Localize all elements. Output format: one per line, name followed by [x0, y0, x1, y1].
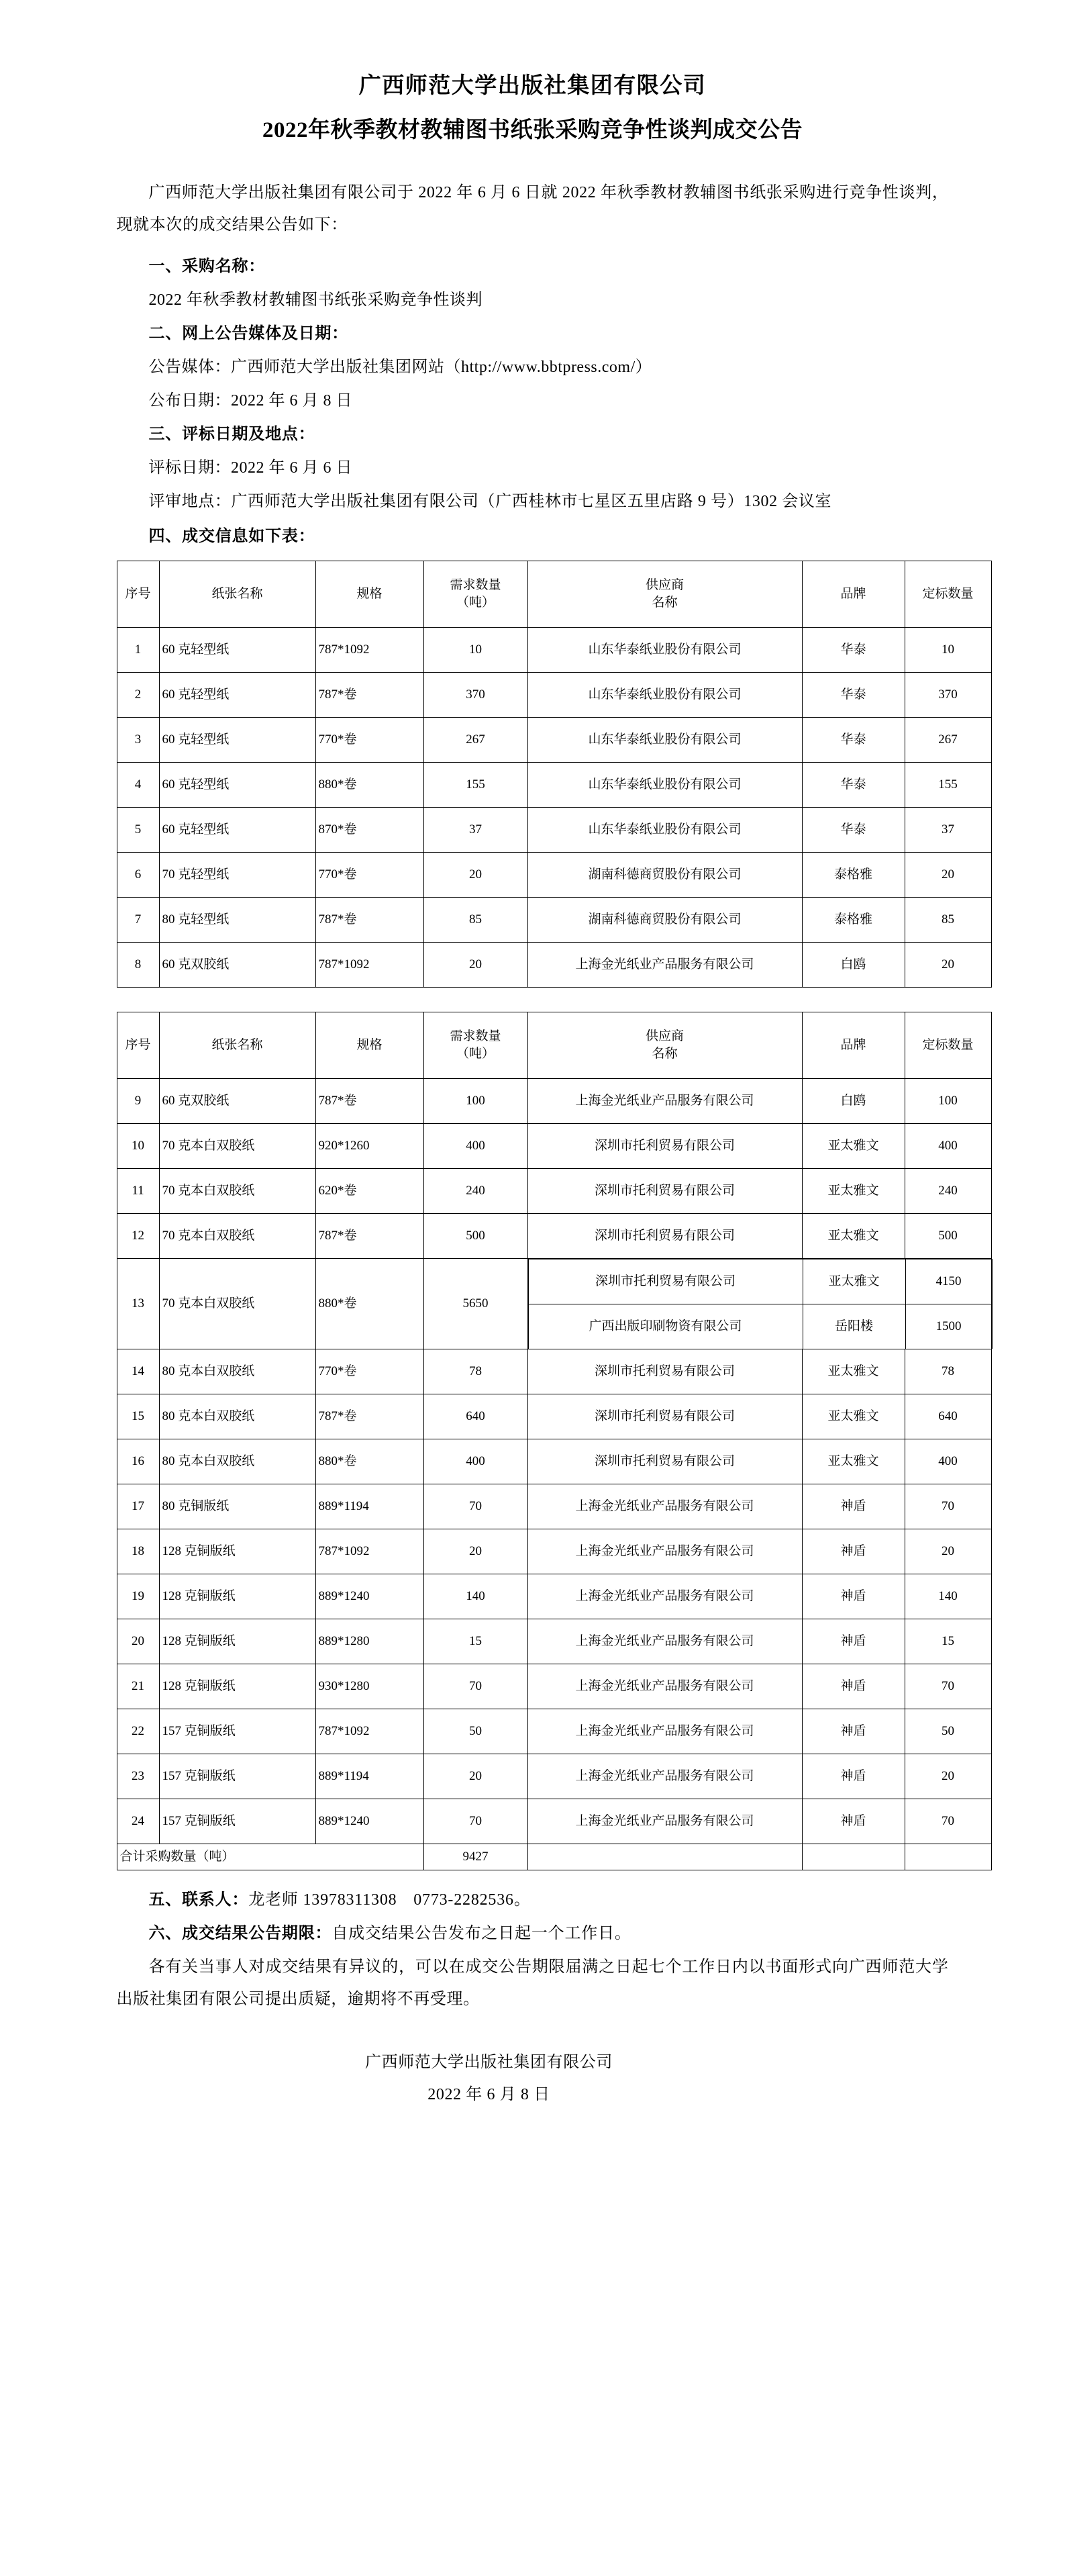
table-footer [117, 1844, 991, 1870]
cell-brand: 泰格雅 [802, 853, 905, 898]
column-header-award-qty: 定标数量 [905, 1012, 991, 1079]
table-row [117, 1709, 991, 1754]
column-header-demand-qty [423, 1012, 527, 1079]
cell-index: 21 [117, 1664, 159, 1709]
cell-index: 19 [117, 1574, 159, 1619]
cell-brand: 神盾 [802, 1754, 905, 1799]
cell-demand-qty: 37 [423, 808, 527, 853]
cell-supplier: 上海金光纸业产品服务有限公司 [527, 943, 802, 988]
cell-spec: 787*卷 [315, 673, 423, 718]
column-header-supplier-line2: 名称 [652, 595, 678, 610]
section-heading-4: 四、成交信息如下表： [148, 528, 315, 545]
column-header-demand-qty-line2: （吨） [456, 595, 495, 610]
cell-brand: 华泰 [802, 628, 905, 673]
cell-paper-name: 60 克轻型纸 [159, 808, 315, 853]
bid-result-table-part2 [117, 1012, 992, 1870]
cell-spec: 787*1092 [315, 943, 423, 988]
spacer [117, 1870, 949, 1884]
cell-demand-qty: 20 [423, 1754, 527, 1799]
signoff-organization: 广西师范大学出版社集团有限公司 [365, 2053, 613, 2071]
cell-supplier: 山东华泰纸业股份有限公司 [527, 673, 802, 718]
table-row [117, 808, 991, 853]
cell-spec: 787*卷 [315, 1079, 423, 1124]
cell-award-qty: 20 [905, 1529, 991, 1574]
cell-award-qty: 70 [905, 1664, 991, 1709]
column-header-spec: 规格 [315, 1012, 423, 1079]
cell-supplier: 湖南科德商贸股份有限公司 [527, 898, 802, 943]
cell-index: 22 [117, 1709, 159, 1754]
table-header-row [117, 1012, 991, 1079]
cell-spec: 787*卷 [315, 1214, 423, 1259]
total-label: 合计采购数量（吨） [117, 1844, 423, 1870]
table-row [117, 853, 991, 898]
cell-brand: 华泰 [802, 763, 905, 808]
cell-award-qty: 370 [905, 673, 991, 718]
cell-award-qty: 267 [905, 718, 991, 763]
table-row [117, 718, 991, 763]
evaluation-place: 评审地点：广西师范大学出版社集团有限公司（广西桂林市七星区五里店路 9 号）1302 会议室 [148, 493, 832, 510]
cell-paper-name: 60 克轻型纸 [159, 628, 315, 673]
nested-award-row [528, 1304, 992, 1349]
organization-title: 广西师范大学出版社集团有限公司 [358, 74, 707, 98]
cell-paper-name: 60 克轻型纸 [159, 763, 315, 808]
cell-supplier: 山东华泰纸业股份有限公司 [527, 763, 802, 808]
evaluation-date: 评标日期：2022 年 6 月 6 日 [148, 459, 352, 477]
cell-supplier: 山东华泰纸业股份有限公司 [527, 628, 802, 673]
cell-spec: 787*1092 [315, 1529, 423, 1574]
table-row [117, 1439, 991, 1484]
cell-demand-qty: 20 [423, 1529, 527, 1574]
table-row [117, 1484, 991, 1529]
cell-award-qty: 10 [905, 628, 991, 673]
contact-info: 龙老师 13978311308 0773-2282536。 [248, 1891, 531, 1909]
cell-supplier: 湖南科德商贸股份有限公司 [527, 853, 802, 898]
column-header-supplier [527, 1012, 802, 1079]
cell-paper-name: 70 克本白双胶纸 [159, 1259, 315, 1349]
table-row [117, 1574, 991, 1619]
cell-index: 10 [117, 1124, 159, 1169]
cell-demand-qty: 70 [423, 1664, 527, 1709]
cell-demand-qty: 20 [423, 943, 527, 988]
cell-demand-qty: 400 [423, 1439, 527, 1484]
cell-award-qty: 140 [905, 1574, 991, 1619]
cell-brand: 神盾 [802, 1574, 905, 1619]
closing-paragraph: 各有关当事人对成交结果有异议的，可以在成交公告期限届满之日起七个工作日内以书面形式向广西师范大学出版社集团有限公司提出质疑，逾期将不再受理。 [116, 1958, 949, 2008]
cell-brand: 泰格雅 [802, 898, 905, 943]
cell-brand: 岳阳楼 [803, 1304, 905, 1349]
cell-index: 18 [117, 1529, 159, 1574]
cell-supplier: 深圳市托利贸易有限公司 [528, 1259, 803, 1304]
table-row [117, 673, 991, 718]
signoff-block [117, 2046, 949, 2111]
cell-brand: 神盾 [802, 1664, 905, 1709]
cell-supplier: 深圳市托利贸易有限公司 [527, 1394, 802, 1439]
document-title: 2022年秋季教材教辅图书纸张采购竞争性谈判成交公告 [262, 117, 803, 142]
cell-paper-name: 70 克本白双胶纸 [159, 1124, 315, 1169]
cell-supplier: 上海金光纸业产品服务有限公司 [527, 1709, 802, 1754]
table-row [117, 1529, 991, 1574]
cell-demand-qty: 78 [423, 1349, 527, 1394]
cell-demand-qty: 370 [423, 673, 527, 718]
announcement-period: 自成交结果公告发布之日起一个工作日。 [332, 1924, 631, 1942]
cell-supplier: 上海金光纸业产品服务有限公司 [527, 1664, 802, 1709]
cell-brand: 亚太雅文 [802, 1169, 905, 1214]
cell-index: 15 [117, 1394, 159, 1439]
cell-demand-qty: 50 [423, 1709, 527, 1754]
column-header-brand: 品牌 [802, 1012, 905, 1079]
cell-demand-qty: 85 [423, 898, 527, 943]
cell-supplier: 深圳市托利贸易有限公司 [527, 1349, 802, 1394]
cell-demand-qty: 5650 [423, 1259, 527, 1349]
cell-brand: 神盾 [802, 1709, 905, 1754]
cell-index: 24 [117, 1799, 159, 1844]
cell-paper-name: 70 克本白双胶纸 [159, 1169, 315, 1214]
cell-paper-name: 80 克本白双胶纸 [159, 1349, 315, 1394]
cell-spec: 870*卷 [315, 808, 423, 853]
total-value: 9427 [423, 1844, 527, 1870]
section-6-label: 六、成交结果公告期限： [148, 1924, 332, 1942]
cell-brand: 亚太雅文 [802, 1214, 905, 1259]
cell-paper-name: 60 克双胶纸 [159, 943, 315, 988]
cell-index: 13 [117, 1259, 159, 1349]
cell-award-qty: 20 [905, 853, 991, 898]
cell-demand-qty: 400 [423, 1124, 527, 1169]
cell-brand: 白鸥 [802, 1079, 905, 1124]
section-1-body: 2022 年秋季教材教辅图书纸张采购竞争性谈判 [148, 291, 483, 309]
cell-supplier: 上海金光纸业产品服务有限公司 [527, 1574, 802, 1619]
cell-spec: 889*1240 [315, 1799, 423, 1844]
table-row [117, 1079, 991, 1124]
cell-index: 1 [117, 628, 159, 673]
table-body-part2 [117, 1079, 991, 1844]
cell-award-qty: 15 [905, 1619, 991, 1664]
total-row [117, 1844, 991, 1870]
cell-spec: 880*卷 [315, 763, 423, 808]
table-row [117, 898, 991, 943]
table-row [117, 1619, 991, 1664]
cell-award-qty: 240 [905, 1169, 991, 1214]
announcement-media: 公告媒体：广西师范大学出版社集团网站（http://www.bbtpress.com/） [148, 359, 652, 376]
total-brand-empty [802, 1844, 905, 1870]
table-header-row [117, 561, 991, 628]
table-body-part1 [117, 628, 991, 988]
cell-supplier: 上海金光纸业产品服务有限公司 [527, 1619, 802, 1664]
spacer [117, 554, 949, 561]
cell-brand: 华泰 [802, 673, 905, 718]
column-header-paper-name: 纸张名称 [159, 1012, 315, 1079]
cell-spec: 889*1194 [315, 1754, 423, 1799]
cell-index: 16 [117, 1439, 159, 1484]
cell-brand: 亚太雅文 [802, 1394, 905, 1439]
cell-index: 17 [117, 1484, 159, 1529]
cell-award-qty: 20 [905, 1754, 991, 1799]
cell-spec: 770*卷 [315, 1349, 423, 1394]
cell-supplier: 深圳市托利贸易有限公司 [527, 1124, 802, 1169]
table-row [117, 1124, 991, 1169]
cell-paper-name: 157 克铜版纸 [159, 1799, 315, 1844]
column-header-index: 序号 [117, 561, 159, 628]
cell-spec: 770*卷 [315, 718, 423, 763]
column-header-paper-name: 纸张名称 [159, 561, 315, 628]
section-heading-2: 二、网上公告媒体及日期： [148, 325, 349, 342]
cell-demand-qty: 70 [423, 1484, 527, 1529]
cell-award-group [527, 1259, 991, 1349]
cell-index: 5 [117, 808, 159, 853]
table-row [117, 1394, 991, 1439]
cell-supplier: 上海金光纸业产品服务有限公司 [527, 1079, 802, 1124]
column-header-supplier-line1: 供应商 [645, 1029, 684, 1044]
cell-brand: 神盾 [802, 1619, 905, 1664]
column-header-demand-qty [423, 561, 527, 628]
cell-paper-name: 128 克铜版纸 [159, 1574, 315, 1619]
section-heading-6 [117, 1917, 949, 1950]
cell-award-qty: 4150 [905, 1259, 992, 1304]
cell-award-qty: 78 [905, 1349, 991, 1394]
cell-paper-name: 80 克轻型纸 [159, 898, 315, 943]
document-body [116, 0, 974, 2111]
cell-spec: 889*1194 [315, 1484, 423, 1529]
cell-spec: 889*1280 [315, 1619, 423, 1664]
cell-supplier: 深圳市托利贸易有限公司 [527, 1214, 802, 1259]
table-row [117, 1214, 991, 1259]
table-row [117, 763, 991, 808]
cell-spec: 770*卷 [315, 853, 423, 898]
total-supplier-empty [527, 1844, 802, 1870]
column-header-supplier-line1: 供应商 [645, 578, 684, 593]
column-header-supplier [527, 561, 802, 628]
cell-award-qty: 640 [905, 1394, 991, 1439]
cell-award-qty: 155 [905, 763, 991, 808]
column-header-award-qty: 定标数量 [905, 561, 991, 628]
cell-demand-qty: 100 [423, 1079, 527, 1124]
cell-paper-name: 80 克本白双胶纸 [159, 1394, 315, 1439]
cell-demand-qty: 240 [423, 1169, 527, 1214]
announcement-date: 公布日期：2022 年 6 月 8 日 [148, 392, 352, 410]
table-spacer [117, 988, 949, 1012]
cell-brand: 神盾 [802, 1484, 905, 1529]
intro-paragraph: 广西师范大学出版社集团有限公司于 2022 年 6 月 6 日就 2022 年秋季教材教辅图书纸张采购进行竞争性谈判，现就本次的成交结果公告如下： [116, 184, 949, 234]
cell-brand: 神盾 [802, 1799, 905, 1844]
cell-spec: 880*卷 [315, 1439, 423, 1484]
table-row [117, 1754, 991, 1799]
cell-supplier: 上海金光纸业产品服务有限公司 [527, 1799, 802, 1844]
table-header [117, 1012, 991, 1079]
bid-result-table-part1 [117, 561, 992, 988]
cell-index: 4 [117, 763, 159, 808]
cell-supplier: 山东华泰纸业股份有限公司 [527, 808, 802, 853]
cell-award-qty: 50 [905, 1709, 991, 1754]
cell-index: 9 [117, 1079, 159, 1124]
cell-supplier: 深圳市托利贸易有限公司 [527, 1169, 802, 1214]
cell-spec: 620*卷 [315, 1169, 423, 1214]
section-heading-5 [117, 1884, 949, 1916]
column-header-spec: 规格 [315, 561, 423, 628]
cell-paper-name: 128 克铜版纸 [159, 1529, 315, 1574]
cell-paper-name: 70 克轻型纸 [159, 853, 315, 898]
cell-demand-qty: 267 [423, 718, 527, 763]
cell-paper-name: 60 克轻型纸 [159, 718, 315, 763]
cell-demand-qty: 500 [423, 1214, 527, 1259]
table-row [117, 1799, 991, 1844]
section-heading-3: 三、评标日期及地点： [148, 426, 315, 443]
cell-spec: 880*卷 [315, 1259, 423, 1349]
cell-index: 6 [117, 853, 159, 898]
section-5-label: 五、联系人： [148, 1891, 249, 1909]
section-heading-1: 一、采购名称： [148, 258, 266, 275]
cell-spec: 920*1260 [315, 1124, 423, 1169]
nested-award-table [528, 1259, 993, 1349]
cell-index: 12 [117, 1214, 159, 1259]
cell-paper-name: 128 克铜版纸 [159, 1619, 315, 1664]
column-header-index: 序号 [117, 1012, 159, 1079]
cell-supplier: 深圳市托利贸易有限公司 [527, 1439, 802, 1484]
cell-award-qty: 20 [905, 943, 991, 988]
cell-demand-qty: 140 [423, 1574, 527, 1619]
cell-index: 3 [117, 718, 159, 763]
table-row [117, 943, 991, 988]
cell-paper-name: 128 克铜版纸 [159, 1664, 315, 1709]
total-award-empty [905, 1844, 991, 1870]
column-header-brand: 品牌 [802, 561, 905, 628]
table-row [117, 1259, 991, 1349]
cell-index: 7 [117, 898, 159, 943]
cell-award-qty: 85 [905, 898, 991, 943]
cell-demand-qty: 70 [423, 1799, 527, 1844]
cell-brand: 白鸥 [802, 943, 905, 988]
cell-paper-name: 80 克铜版纸 [159, 1484, 315, 1529]
cell-brand: 亚太雅文 [803, 1259, 905, 1304]
cell-award-qty: 400 [905, 1439, 991, 1484]
cell-demand-qty: 640 [423, 1394, 527, 1439]
cell-brand: 亚太雅文 [802, 1124, 905, 1169]
cell-award-qty: 70 [905, 1484, 991, 1529]
cell-brand: 亚太雅文 [802, 1349, 905, 1394]
nested-award-row [528, 1259, 992, 1304]
table-header [117, 561, 991, 628]
column-header-demand-qty-line2: （吨） [456, 1047, 495, 1061]
cell-index: 8 [117, 943, 159, 988]
cell-brand: 华泰 [802, 808, 905, 853]
cell-supplier: 上海金光纸业产品服务有限公司 [527, 1484, 802, 1529]
cell-index: 23 [117, 1754, 159, 1799]
cell-spec: 787*1092 [315, 1709, 423, 1754]
cell-index: 2 [117, 673, 159, 718]
cell-paper-name: 157 克铜版纸 [159, 1709, 315, 1754]
table-row [117, 1664, 991, 1709]
signoff-date: 2022 年 6 月 8 日 [427, 2085, 550, 2103]
column-header-demand-qty-line1: 需求数量 [450, 1029, 501, 1044]
table-row [117, 1349, 991, 1394]
cell-paper-name: 80 克本白双胶纸 [159, 1439, 315, 1484]
cell-index: 14 [117, 1349, 159, 1394]
cell-spec: 787*卷 [315, 898, 423, 943]
cell-supplier: 上海金光纸业产品服务有限公司 [527, 1529, 802, 1574]
cell-index: 11 [117, 1169, 159, 1214]
cell-demand-qty: 20 [423, 853, 527, 898]
cell-award-qty: 100 [905, 1079, 991, 1124]
cell-brand: 华泰 [802, 718, 905, 763]
cell-award-qty: 500 [905, 1214, 991, 1259]
cell-spec: 787*1092 [315, 628, 423, 673]
cell-brand: 神盾 [802, 1529, 905, 1574]
cell-award-qty: 70 [905, 1799, 991, 1844]
column-header-demand-qty-line1: 需求数量 [450, 578, 501, 593]
cell-paper-name: 70 克本白双胶纸 [159, 1214, 315, 1259]
cell-spec: 889*1240 [315, 1574, 423, 1619]
spacer [117, 244, 949, 250]
table-row [117, 628, 991, 673]
cell-award-qty: 400 [905, 1124, 991, 1169]
cell-index: 20 [117, 1619, 159, 1664]
cell-supplier: 山东华泰纸业股份有限公司 [527, 718, 802, 763]
cell-demand-qty: 155 [423, 763, 527, 808]
cell-brand: 亚太雅文 [802, 1439, 905, 1484]
table-row [117, 1169, 991, 1214]
cell-award-qty: 37 [905, 808, 991, 853]
cell-award-qty: 1500 [905, 1304, 992, 1349]
cell-supplier: 上海金光纸业产品服务有限公司 [527, 1754, 802, 1799]
cell-spec: 787*卷 [315, 1394, 423, 1439]
cell-paper-name: 60 克双胶纸 [159, 1079, 315, 1124]
cell-paper-name: 60 克轻型纸 [159, 673, 315, 718]
cell-paper-name: 157 克铜版纸 [159, 1754, 315, 1799]
cell-spec: 930*1280 [315, 1664, 423, 1709]
cell-supplier: 广西出版印刷物资有限公司 [528, 1304, 803, 1349]
cell-demand-qty: 10 [423, 628, 527, 673]
cell-demand-qty: 15 [423, 1619, 527, 1664]
column-header-supplier-line2: 名称 [652, 1047, 678, 1061]
